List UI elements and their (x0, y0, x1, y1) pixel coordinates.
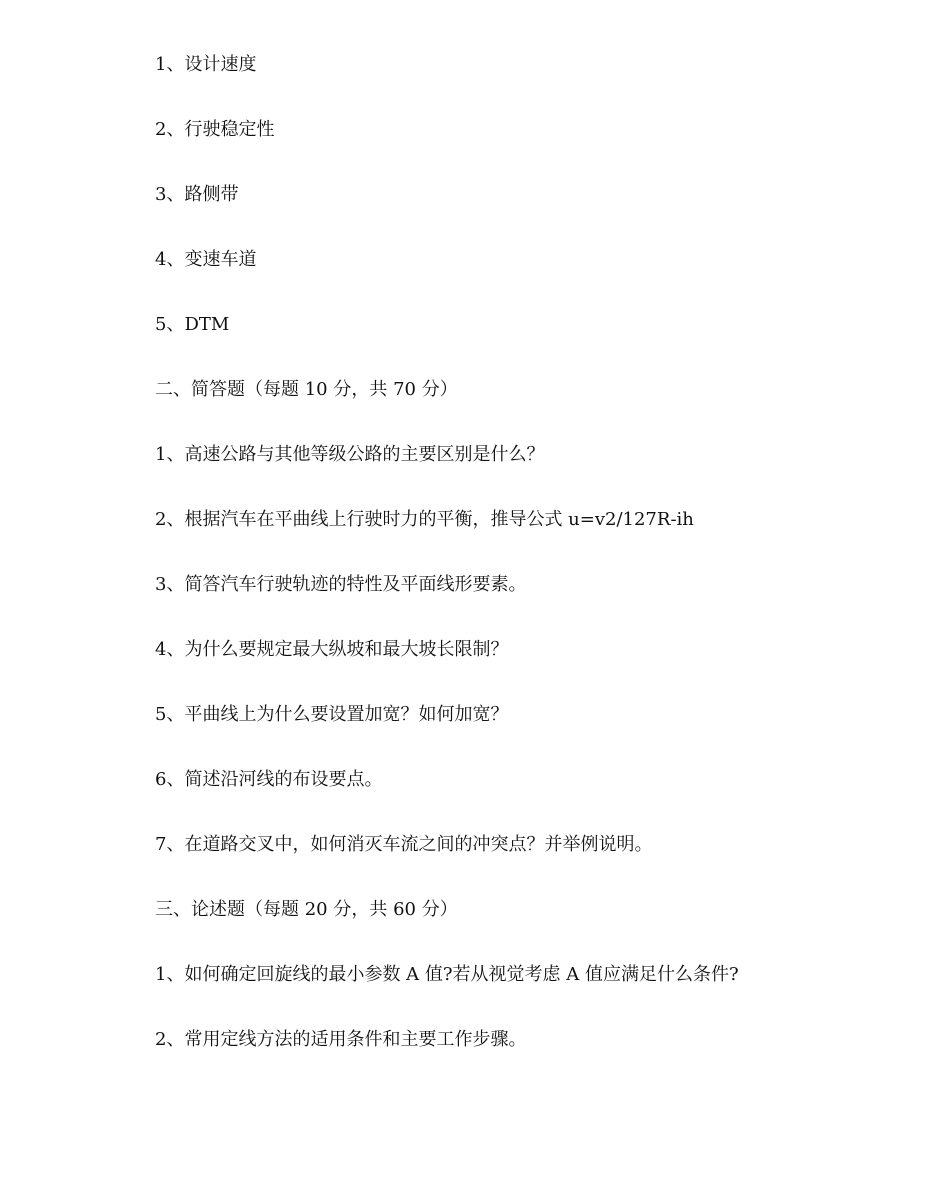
short-answer-heading: 二、简答题（每题 10 分，共 70 分） (155, 379, 458, 400)
essay-question-1: 1、如何确定回旋线的最小参数 A 值?若从视觉考虑 A 值应满足什么条件? (155, 964, 739, 985)
essay-heading: 三、论述题（每题 20 分，共 60 分） (155, 899, 458, 920)
term-item-4: 4、变速车道 (155, 249, 257, 270)
short-answer-question-1: 1、高速公路与其他等级公路的主要区别是什么？ (155, 444, 545, 465)
short-answer-question-5: 5、平曲线上为什么要设置加宽？如何加宽？ (155, 704, 509, 725)
short-answer-question-7: 7、在道路交叉中，如何消灭车流之间的冲突点？并举例说明。 (155, 834, 653, 855)
essay-question-2: 2、常用定线方法的适用条件和主要工作步骤。 (155, 1029, 527, 1050)
short-answer-question-4: 4、为什么要规定最大纵坡和最大坡长限制？ (155, 639, 509, 660)
short-answer-question-2: 2、根据汽车在平曲线上行驶时力的平衡，推导公式 u=v2/127R-ih (155, 509, 694, 530)
term-item-2: 2、行驶稳定性 (155, 119, 275, 140)
term-item-1: 1、设计速度 (155, 54, 257, 75)
term-item-5: 5、DTM (155, 314, 230, 335)
short-answer-question-6: 6、简述沿河线的布设要点。 (155, 769, 383, 790)
term-item-3: 3、路侧带 (155, 184, 239, 205)
short-answer-question-3: 3、简答汽车行驶轨迹的特性及平面线形要素。 (155, 574, 527, 595)
